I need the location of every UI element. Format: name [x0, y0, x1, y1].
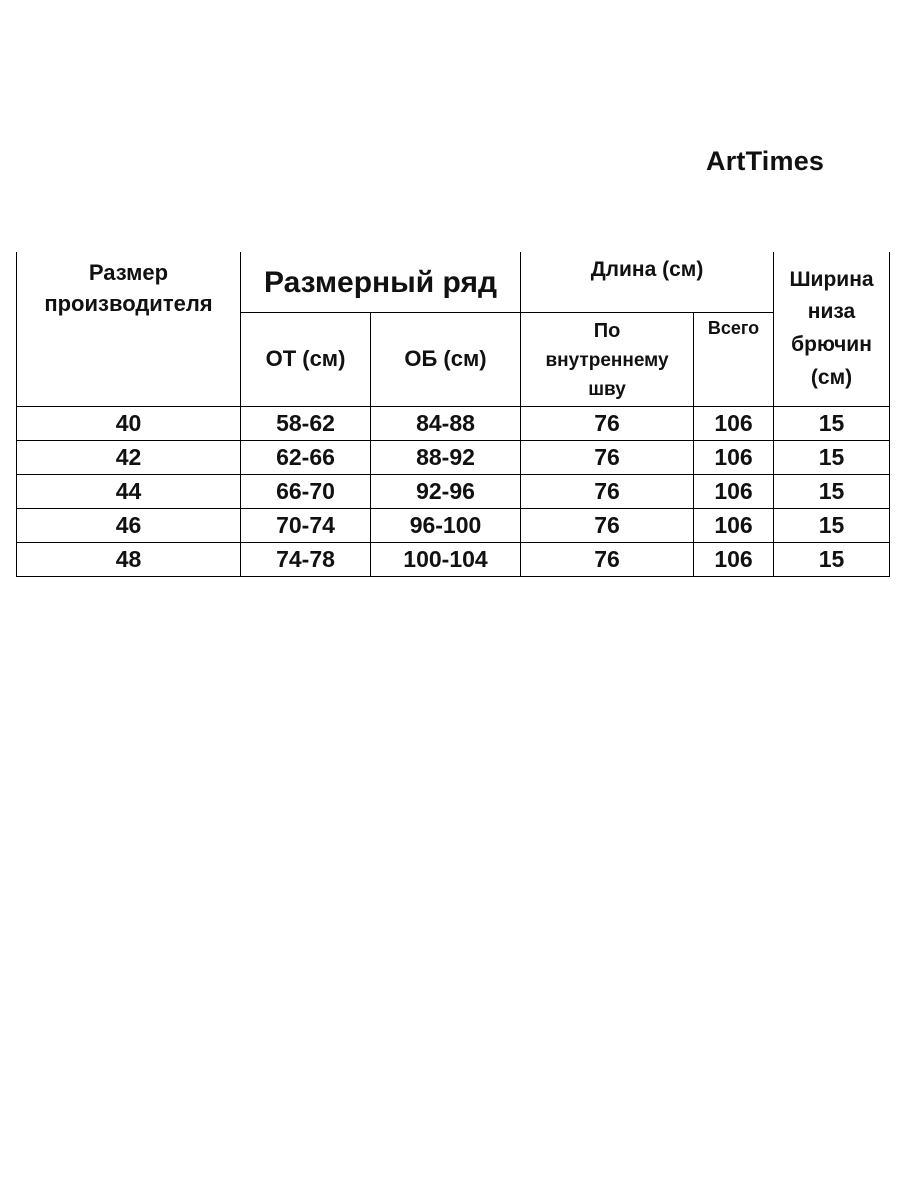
cell-ot: 74-78: [241, 543, 371, 577]
cell-inseam: 76: [521, 543, 694, 577]
cell-ot: 62-66: [241, 441, 371, 475]
cell-width: 15: [774, 543, 890, 577]
header-width-line2: низа: [807, 300, 856, 324]
header-width-line1: Ширина: [789, 267, 874, 291]
cell-size: 44: [17, 475, 241, 509]
header-length: [521, 252, 774, 313]
header-total-label: Всего: [707, 318, 760, 338]
cell-inseam: 76: [521, 407, 694, 441]
cell-total: 106: [694, 543, 774, 577]
cell-ot: 70-74: [241, 509, 371, 543]
header-maker-size-line2: производителя: [44, 290, 213, 316]
cell-inseam: 76: [521, 475, 694, 509]
header-total: [694, 313, 774, 407]
cell-inseam: 76: [521, 441, 694, 475]
header-width-line3: брючин: [791, 333, 872, 356]
size-chart-table: [16, 252, 890, 577]
header-maker-size: [17, 252, 241, 407]
cell-ob: 88-92: [371, 441, 521, 475]
header-ot: ОТ (см): [241, 313, 371, 407]
table-row: [17, 441, 890, 475]
cell-width: 15: [774, 441, 890, 475]
cell-total: 106: [694, 441, 774, 475]
table-row: [17, 475, 890, 509]
cell-total: 106: [694, 407, 774, 441]
cell-width: 15: [774, 407, 890, 441]
cell-ot: 66-70: [241, 475, 371, 509]
cell-inseam: 76: [521, 509, 694, 543]
table-row: [17, 509, 890, 543]
cell-width: 15: [774, 475, 890, 509]
cell-ot: 58-62: [241, 407, 371, 441]
header-inseam-line3: шву: [588, 379, 626, 400]
cell-total: 106: [694, 509, 774, 543]
cell-ob: 100-104: [371, 543, 521, 577]
cell-size: 48: [17, 543, 241, 577]
header-hem-width: [774, 252, 890, 407]
header-ob: ОБ (см): [371, 313, 521, 407]
cell-width: 15: [774, 509, 890, 543]
brand-title: ArtTimes: [706, 146, 825, 176]
cell-ob: 96-100: [371, 509, 521, 543]
header-inseam-line2: внутреннему: [545, 350, 669, 371]
header-maker-size-line1: Размер: [88, 260, 169, 285]
table-row: [17, 543, 890, 577]
header-inseam-line1: По: [593, 320, 621, 342]
cell-size: 40: [17, 407, 241, 441]
header-inseam: [521, 313, 694, 407]
header-row-top: [17, 252, 890, 313]
header-size-range: Размерный ряд: [241, 252, 521, 313]
cell-total: 106: [694, 475, 774, 509]
cell-size: 42: [17, 441, 241, 475]
table-row: [17, 407, 890, 441]
cell-ob: 92-96: [371, 475, 521, 509]
header-width-line4: (см): [810, 365, 853, 389]
header-length-label: Длина (см): [590, 258, 704, 281]
cell-ob: 84-88: [371, 407, 521, 441]
cell-size: 46: [17, 509, 241, 543]
